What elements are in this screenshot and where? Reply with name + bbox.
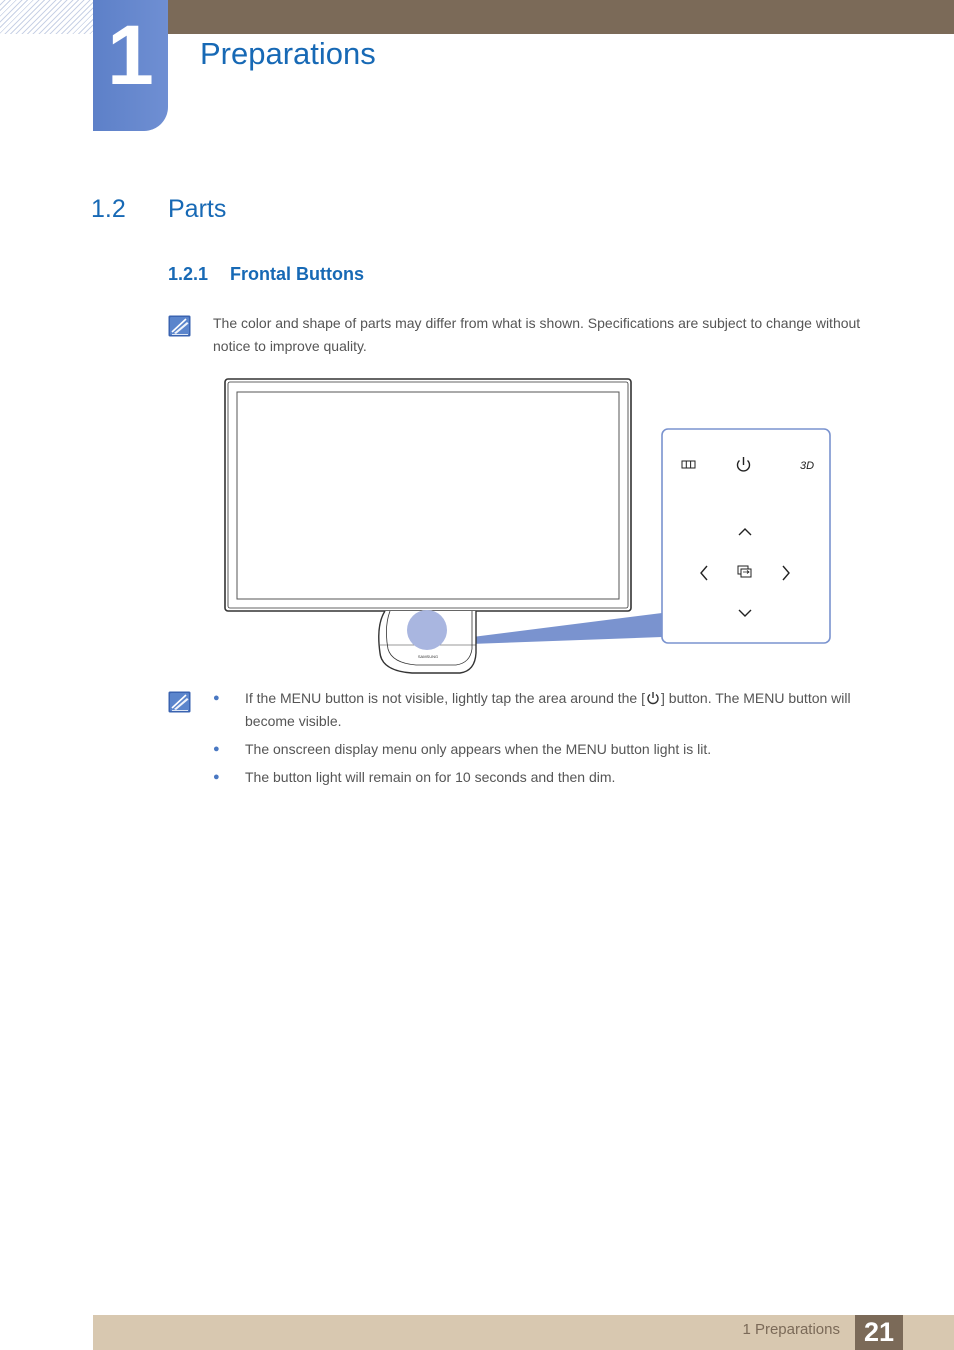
note-pencil-icon xyxy=(168,314,192,338)
page-number-box xyxy=(855,1315,903,1350)
note-text: The color and shape of parts may differ from what is shown. Specifications are subject to change without notice to improve quality. xyxy=(213,315,861,354)
bullet-icon: ● xyxy=(213,743,220,755)
tip-text: The button light will remain on for 10 seconds and then dim. xyxy=(245,769,616,785)
button-area-highlight xyxy=(407,610,447,650)
subsection-title: Frontal Buttons xyxy=(230,264,364,284)
note-pencil-icon xyxy=(168,690,192,714)
control-panel xyxy=(662,429,830,643)
tip-text-after: ] button. The MENU button will become visible. xyxy=(245,690,851,729)
page-number: 21 xyxy=(863,1317,895,1347)
list-item xyxy=(213,687,903,733)
bullet-icon: ● xyxy=(213,692,220,704)
chapter-number: 1 xyxy=(107,8,154,102)
list-item xyxy=(213,738,903,761)
bullet-icon: ● xyxy=(213,771,220,783)
chapter-tab xyxy=(93,0,168,131)
tip-text: The onscreen display menu only appears when the MENU button light is lit. xyxy=(245,741,712,757)
monitor-figure xyxy=(220,375,840,680)
tips-list xyxy=(213,687,903,794)
power-icon xyxy=(646,691,660,705)
list-item xyxy=(213,766,903,789)
footer-chapter-label: 1 Preparations xyxy=(742,1321,840,1338)
header-hatch-decoration xyxy=(0,0,93,34)
section-title: Parts xyxy=(168,195,227,223)
subsection-number: 1.2.1 xyxy=(168,264,209,284)
tip-text-before: If the MENU button is not visible, lightly tap the area around the [ xyxy=(245,690,645,706)
monitor xyxy=(225,379,631,611)
header-bar xyxy=(168,0,954,34)
section-number: 1.2 xyxy=(91,195,126,223)
3d-button[interactable]: 3D xyxy=(799,460,815,472)
brand-label: SAMSUNG xyxy=(417,654,439,659)
chapter-title: Preparations xyxy=(200,36,376,71)
